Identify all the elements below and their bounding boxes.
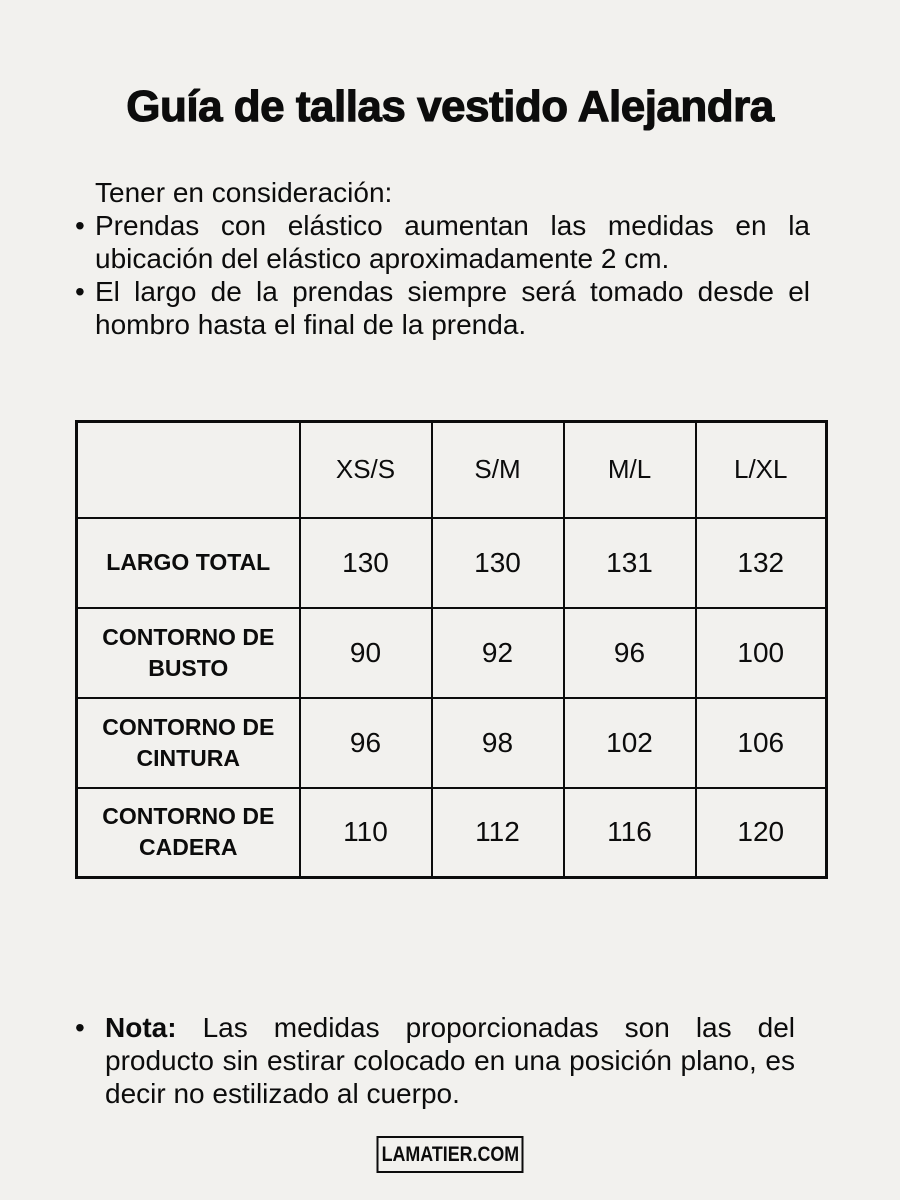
size-value: 106	[696, 698, 827, 788]
note	[75, 1011, 795, 1110]
considerations-heading: Tener en consideración:	[95, 177, 393, 208]
consideration-item-text: El largo de la prendas siempre será tomado desde el hombro hasta el final de la prenda.	[95, 276, 810, 340]
size-value: 96	[564, 608, 696, 698]
size-value: 130	[432, 518, 564, 608]
size-value: 110	[300, 788, 432, 878]
row-label: CONTORNO DE CADERA	[77, 788, 300, 878]
size-value: 131	[564, 518, 696, 608]
brand-label: LAMATIER.COM	[381, 1142, 519, 1166]
row-label: LARGO TOTAL	[77, 518, 300, 608]
bullet-icon: •	[75, 276, 85, 307]
table-header-row	[77, 422, 827, 518]
consideration-item	[75, 209, 810, 275]
brand-box	[377, 1136, 524, 1173]
size-value: 92	[432, 608, 564, 698]
bullet-icon: •	[75, 210, 85, 241]
row-label: CONTORNO DE BUSTO	[77, 608, 300, 698]
size-value: 90	[300, 608, 432, 698]
table-row	[77, 608, 827, 698]
size-value: 100	[696, 608, 827, 698]
consideration-item	[75, 275, 810, 341]
table-row	[77, 518, 827, 608]
page-title: Guía de tallas vestido Alejandra	[126, 82, 774, 132]
size-value: 102	[564, 698, 696, 788]
consideration-item-text: Prendas con elástico aumentan las medidas en la ubicación del elástico aproximadamente 2 cm.	[95, 210, 810, 274]
size-value: 130	[300, 518, 432, 608]
considerations-section	[75, 176, 810, 341]
column-header-empty	[77, 422, 300, 518]
note-text: Las medidas proporcionadas son las del producto sin estirar colocado en una posición plano, es decir no estilizado al cuerpo.	[105, 1012, 795, 1109]
size-value: 120	[696, 788, 827, 878]
column-header-sm: S/M	[432, 422, 564, 518]
column-header-lxl: L/XL	[696, 422, 827, 518]
note-label: Nota:	[105, 1012, 177, 1043]
table-row	[77, 698, 827, 788]
column-header-xss: XS/S	[300, 422, 432, 518]
size-value: 132	[696, 518, 827, 608]
size-value: 116	[564, 788, 696, 878]
size-value: 96	[300, 698, 432, 788]
table-row	[77, 788, 827, 878]
size-table	[75, 420, 828, 879]
bullet-icon: •	[75, 1012, 85, 1043]
considerations-list	[75, 209, 810, 341]
row-label: CONTORNO DE CINTURA	[77, 698, 300, 788]
column-header-ml: M/L	[564, 422, 696, 518]
size-value: 112	[432, 788, 564, 878]
size-value: 98	[432, 698, 564, 788]
